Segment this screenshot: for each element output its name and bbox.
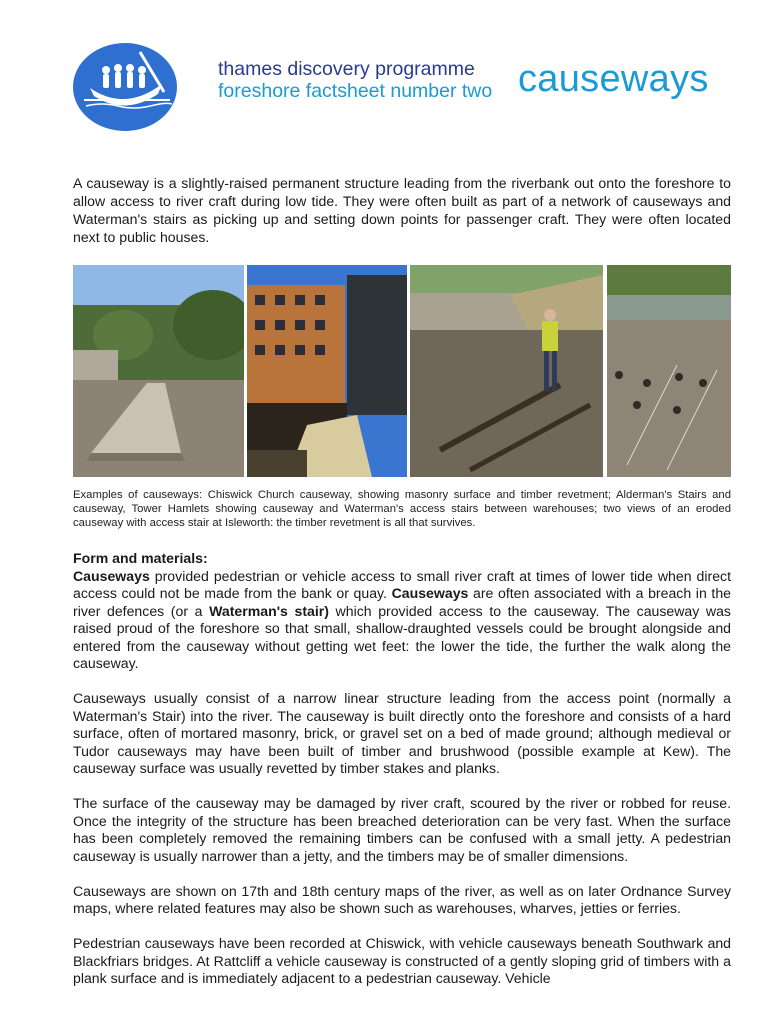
factsheet-number: foreshore factsheet number two bbox=[218, 80, 493, 102]
section-paragraph-5: Pedestrian causeways have been recorded at Chiswick, with vehicle causeways beneath Southwark and Blackfriars bridges. At Rattcliff a vehicle causeway is constructed of a gently sloping grid of timbers with a plank surface and is immediately adjacent to a pedestrian causeway. Vehicle bbox=[73, 935, 731, 986]
photo-isleworth-timber-revetment bbox=[607, 265, 731, 477]
body-text: which provided access to the causeway. The causeway was raised proud of the foreshore so that small, shallow-draughted vessels could be brought alongside and entered from the causeway without getting wet feet: the lower the tide, the further the walk along the causeway. bbox=[73, 602, 731, 671]
photo-strip bbox=[73, 265, 731, 477]
bold-term: Causeways bbox=[73, 567, 150, 584]
photo-chiswick-causeway bbox=[73, 265, 244, 477]
body-text: provided pedestrian or vehicle access to small river craft at times of lower tide when direct access could not be made from the bank or quay. bbox=[73, 567, 731, 601]
thames-discovery-logo bbox=[72, 38, 178, 132]
photo-aldermans-stairs bbox=[247, 265, 407, 477]
section-heading: Form and materials: bbox=[73, 550, 208, 566]
page-header bbox=[0, 0, 768, 150]
photo-caption: Examples of causeways: Chiswick Church causeway, showing masonry surface and timber revetment; Alderman's Stairs and causeway, Tower Hamlets showing causeway and Waterman's access stairs between warehouses; two views of an eroded causeway with access stair at Isleworth: the timber revetment is all that survives. bbox=[73, 489, 731, 529]
section-paragraph-3: The surface of the causeway may be damaged by river craft, scoured by the river or robbed for reuse. Once the integrity of the structure has been breached deterioration can be very fast. When the surface has been completely removed the remaining timbers can be confused with a small jetty. A pedestrian causeway is usually narrower than a jetty, and the timbers may be of smaller dimensions. bbox=[73, 795, 731, 864]
section-paragraph-1 bbox=[73, 550, 731, 673]
bold-term: Waterman's stair) bbox=[209, 602, 329, 619]
form-and-materials-section bbox=[73, 550, 731, 1005]
programme-name: thames discovery programme bbox=[218, 58, 475, 80]
intro-paragraph: A causeway is a slightly-raised permanent structure leading from the riverbank out onto the foreshore to allow access to river craft during low tide. They were often built as part of a network of causeways and Waterman's stairs as picking up and setting down points for passenger craft. They were often located next to public houses. bbox=[73, 175, 731, 245]
photo-isleworth-eroded-causeway bbox=[410, 265, 603, 477]
section-paragraph-4: Causeways are shown on 17th and 18th century maps of the river, as well as on later Ordnance Survey maps, where related features may also be shown such as warehouses, wharves, jetties or ferries. bbox=[73, 882, 731, 916]
body-text: are often associated with a breach in the river defences (or a bbox=[73, 585, 731, 619]
section-paragraph-2: Causeways usually consist of a narrow linear structure leading from the access point (normally a Waterman's Stair) into the river. The causeway is built directly onto the foreshore and consists of a hard surface, often of mortared masonry, brick, or gravel set on a bed of made ground; although medieval or Tudor causeways may have been built of timber and brushwood (possible example at Kew). The causeway surface was usually revetted by timber stakes and planks. bbox=[73, 690, 731, 776]
page-title: causeways bbox=[518, 58, 709, 100]
bold-term: Causeways bbox=[391, 585, 469, 601]
